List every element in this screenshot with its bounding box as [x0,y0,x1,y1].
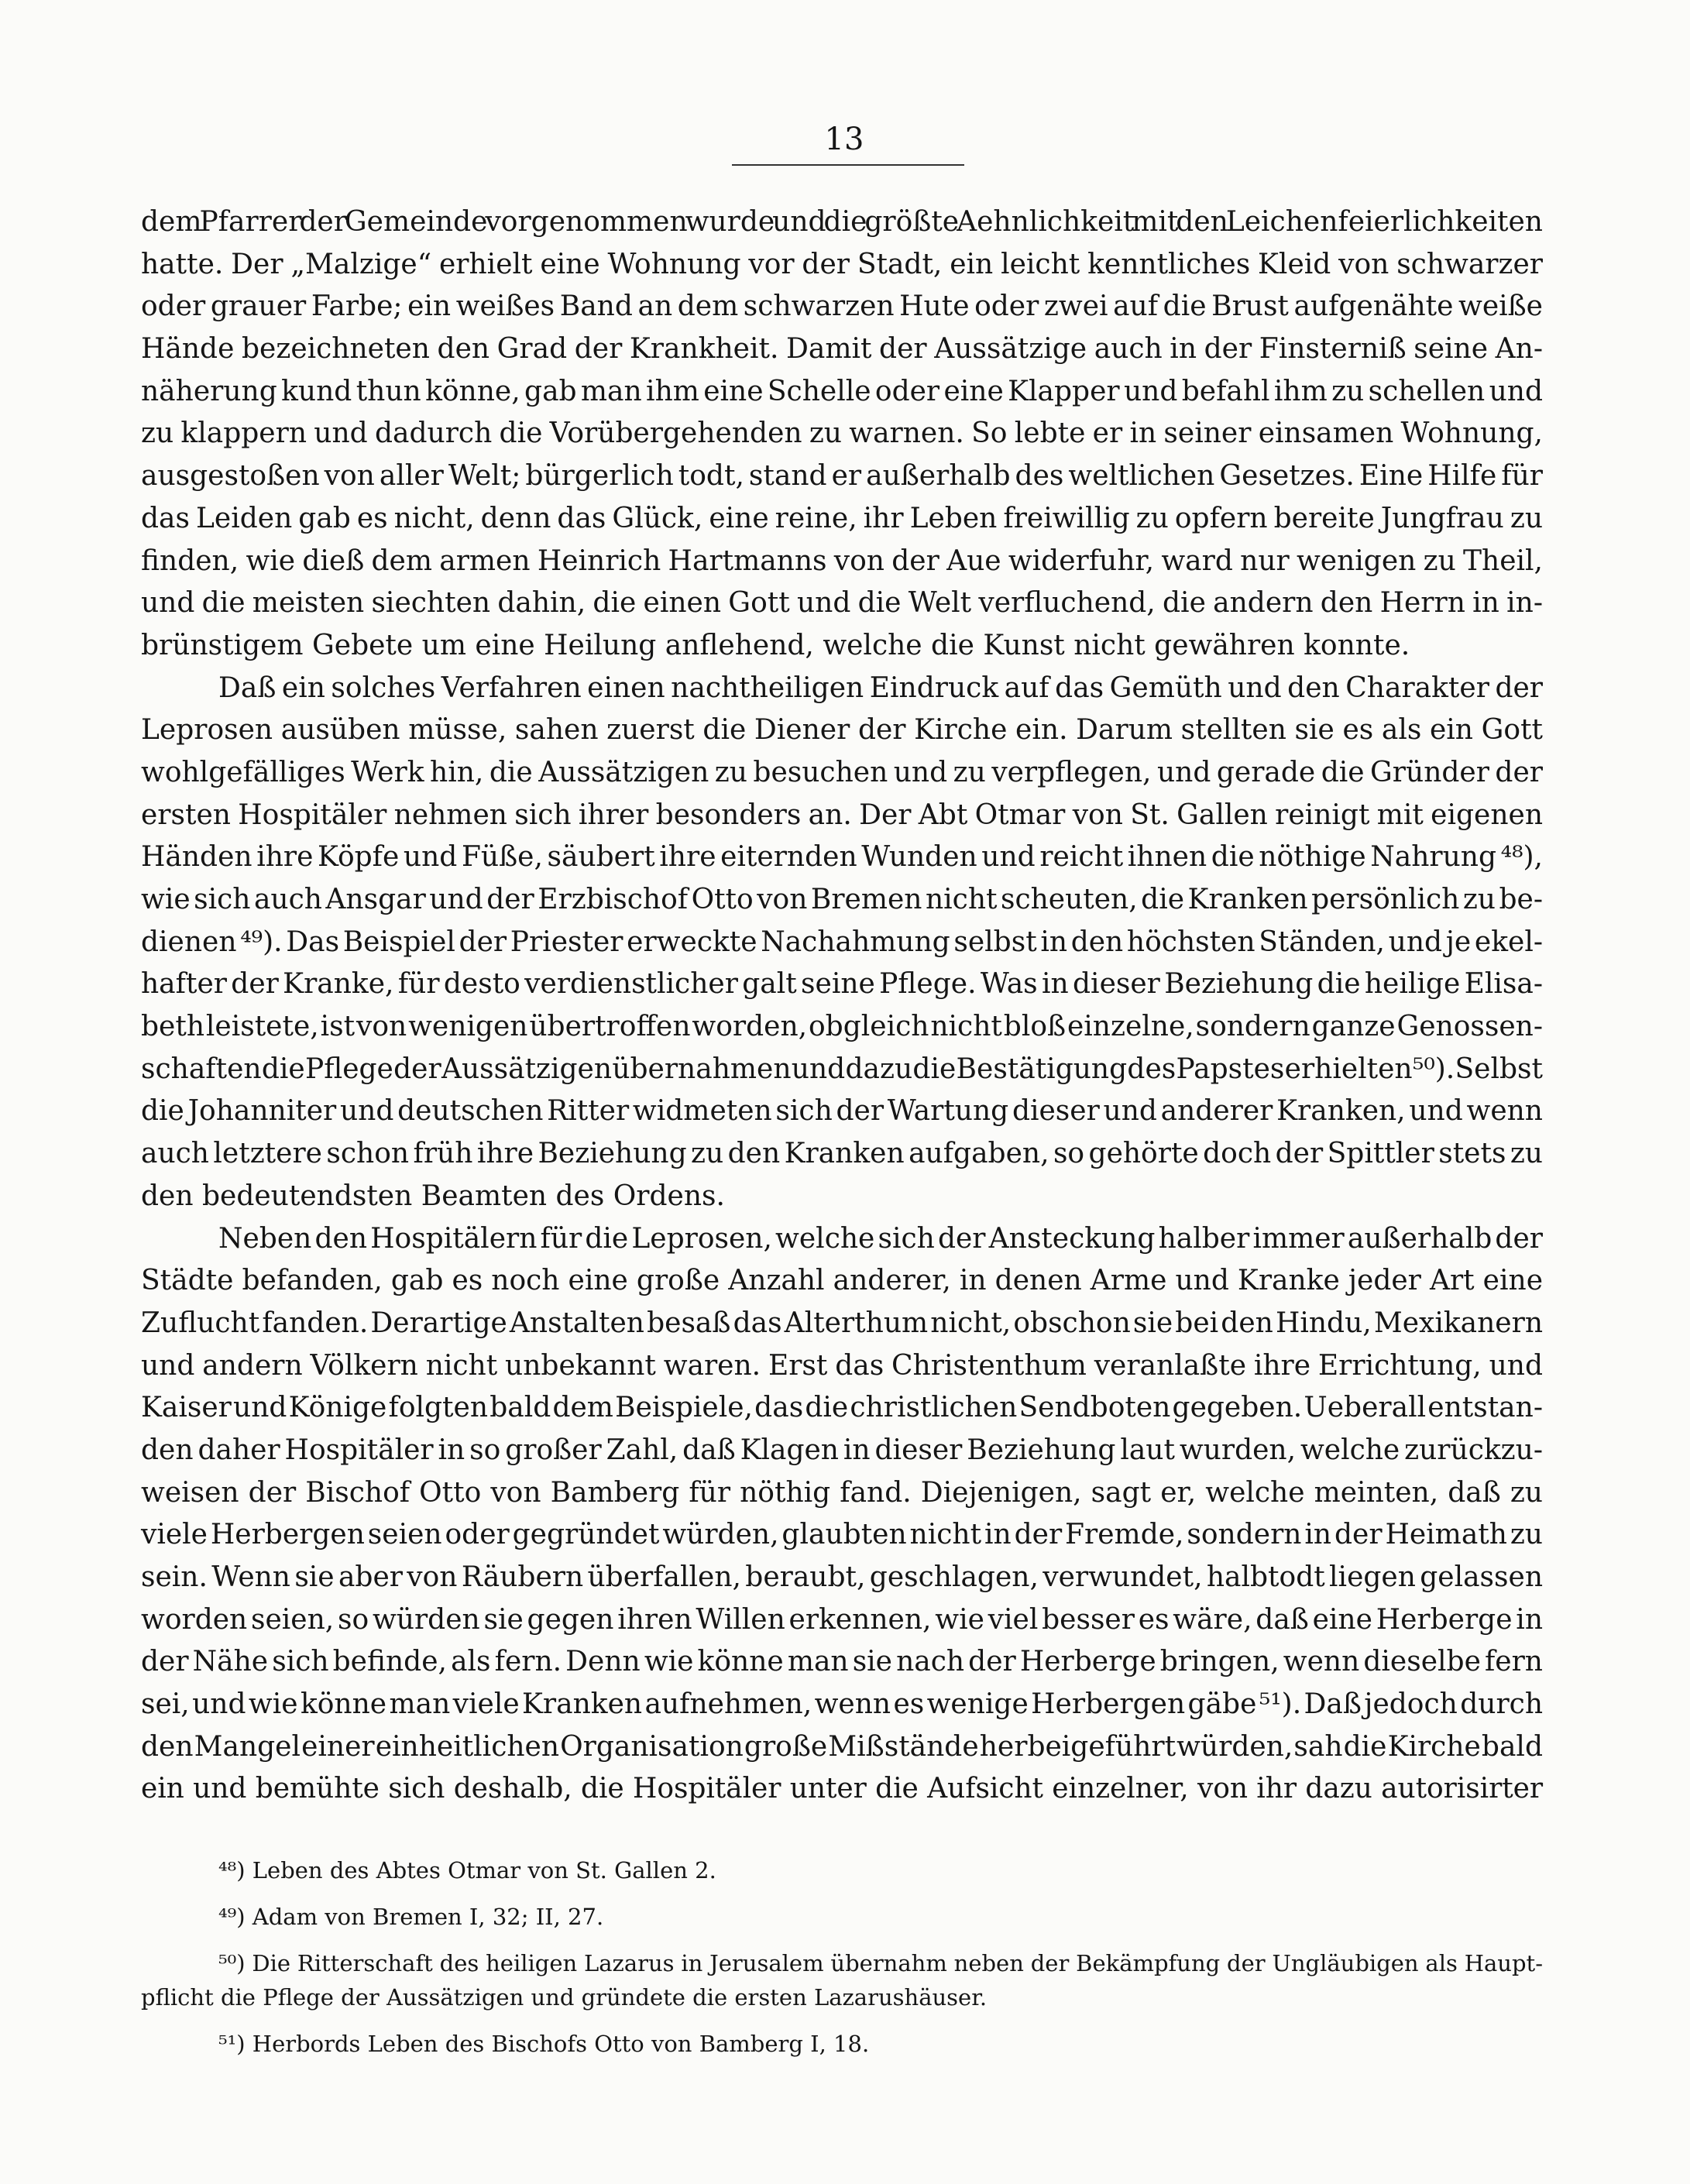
text-line: finden, wie dieß dem armen Heinrich Hartmanns von der Aue widerfuhr, ward nur wenigen zu Theil, [141,544,1543,577]
text-line: weisen der Bischof Otto von Bamberg für nöthig fand. Diejenigen, sagt er, welche meinten, daß zu [141,1476,1543,1509]
text-line: näherung kund thun könne, gab man ihm eine Schelle oder eine Klapper und befahl ihm zu schellen und [141,375,1543,407]
text-line: worden seien, so würden sie gegen ihren Willen erkennen, wie viel besser es wäre, daß eine Herberge in [141,1603,1543,1636]
text-line: ein und bemühte sich deshalb, die Hospitäler unter die Aufsicht einzelner, von ihr dazu autorisirter [141,1773,1543,1805]
text-line: wie sich auch Ansgar und der Erzbischof Otto von Bremen nicht scheuten, die Kranken persönlich zu be- [141,884,1543,915]
body-text [141,201,1543,1811]
text-line: den bedeutendsten Beamten des Ordens. [141,1180,725,1212]
text-line: der Nähe sich befinde, als fern. Denn wie könne man sie nach der Herberge bringen, wenn dieselbe fern [141,1646,1543,1678]
text-line: schaften die Pflege der Aussätzigen übernahmen und dazu die Bestätigung des Papstes erhielten ⁵⁰). Selbst [141,1053,1543,1085]
footnotes [141,1851,1543,2063]
text-line: hafter der Kranke, für desto verdienstlicher galt seine Pflege. Was in dieser Beziehung die heilige Elisa- [141,968,1543,1001]
text-line: oder grauer Farbe; ein weißes Band an dem schwarzen Hute oder zwei auf die Brust aufgenähte weiße [141,290,1543,323]
text-line: sein. Wenn sie aber von Räubern überfallen, beraubt, geschlagen, verwundet, halbtodt liegen gelassen [141,1561,1544,1593]
footnote: ⁴⁹) Adam von Bremen I, 32; II, 27. [218,1904,604,1930]
text-line: auch letztere schon früh ihre Beziehung zu den Kranken aufgaben, so gehörte doch der Spittler stets zu [141,1138,1543,1170]
footnote: ⁴⁸) Leben des Abtes Otmar von St. Gallen 2. [218,1857,716,1884]
text-line: viele Herbergen seien oder gegründet würden, glaubten nicht in der Fremde, sondern in der Heimath zu [141,1519,1543,1551]
text-line: und die meisten siechten dahin, die einen Gott und die Welt verfluchend, die andern den Herrn in in- [141,587,1543,620]
text-line: hatte. Der „Malzige“ erhielt eine Wohnung vor der Stadt, ein leicht kenntliches Kleid von schwarzer [141,248,1543,280]
text-line: wohlgefälliges Werk hin, die Aussätzigen zu besuchen und zu verpflegen, und gerade die Gründer der [141,756,1543,788]
footnote-continuation: pflicht die Pflege der Aussätzigen und gründete die ersten Lazarushäuser. [141,1984,988,2011]
header-rule [732,164,964,166]
text-line: Händen ihre Köpfe und Füße, säubert ihre eiternden Wunden und reicht ihnen die nöthige Nahrung ⁴⁸), [141,841,1543,874]
text-line: ausgestoßen von aller Welt; bürgerlich todt, stand er außerhalb des weltlichen Gesetzes. Eine Hilfe für [141,460,1543,493]
text-line: sei, und wie könne man viele Kranken aufnehmen, wenn es wenige Herbergen gäbe ⁵¹). Daß jedoch durch [141,1688,1543,1721]
text-line: die Johanniter und deutschen Ritter widmeten sich der Wartung dieser und anderer Kranken, und wenn [141,1095,1543,1128]
text-line: Hände bezeichneten den Grad der Krankheit. Damit der Aussätzige auch in der Finsterniß seine An- [141,333,1543,366]
text-line: brünstigem Gebete um eine Heilung anflehend, welche die Kunst nicht gewähren konnte. [141,629,1410,661]
page-number: 13 [824,122,864,157]
paragraph-start-line: Neben den Hospitälern für die Leprosen, welche sich der Ansteckung halber immer außerhalb der [218,1222,1543,1255]
text-line: zu klappern und dadurch die Vorübergehenden zu warnen. So lebte er in seiner einsamen Wohnung, [141,417,1544,450]
footnote: ⁵⁰) Die Ritterschaft des heiligen Lazarus in Jerusalem übernahm neben der Bekämpfung der Ungläubigen als Haupt- [218,1950,1543,1976]
text-line: den daher Hospitäler in so großer Zahl, daß Klagen in dieser Beziehung laut wurden, welche zurückzu- [141,1434,1543,1466]
text-line: beth leistete, ist von wenigen übertroffen worden, obgleich nicht bloß einzelne, sondern ganze Genossen- [141,1011,1543,1043]
text-line: dem Pfarrer der Gemeinde vorgenommen wurde und die größte Aehnlichkeit mit den Leichenfeierlichkeiten [141,206,1543,238]
text-line: Leprosen ausüben müsse, sahen zuerst die Diener der Kirche ein. Darum stellten sie es als ein Gott [141,714,1543,747]
text-line: und andern Völkern nicht unbekannt waren. Erst das Christenthum veranlaßte ihre Errichtung, und [141,1349,1543,1382]
text-line: dienen ⁴⁹). Das Beispiel der Priester erweckte Nachahmung selbst in den höchsten Ständen, und je ekel- [141,925,1544,958]
text-line: den Mangel einer einheitlichen Organisation große Mißstände herbeigeführt würden, sah die Kirche bald [141,1730,1543,1763]
text-line: das Leiden gab es nicht, denn das Glück, eine reine, ihr Leben freiwillig zu opfern bereite Jungfrau zu [141,502,1544,534]
text-line: ersten Hospitäler nehmen sich ihrer besonders an. Der Abt Otmar von St. Gallen reinigt mit eigenen [141,798,1544,831]
text-line: Kaiser und Könige folgten bald dem Beispiele, das die christlichen Sendboten gegeben. Ueberall entstan- [141,1392,1543,1424]
footnote: ⁵¹) Herbords Leben des Bischofs Otto von Bamberg I, 18. [218,2031,870,2057]
text-line: Zuflucht fanden. Derartige Anstalten besaß das Alterthum nicht, obschon sie bei den Hindu, Mexikanern [141,1307,1543,1339]
text-line: Städte befanden, gab es noch eine große Anzahl anderer, in denen Arme und Kranke jeder Art eine [141,1265,1543,1297]
paragraph-start-line: Daß ein solches Verfahren einen nachtheiligen Eindruck auf das Gemüth und den Charakter der [218,671,1543,704]
